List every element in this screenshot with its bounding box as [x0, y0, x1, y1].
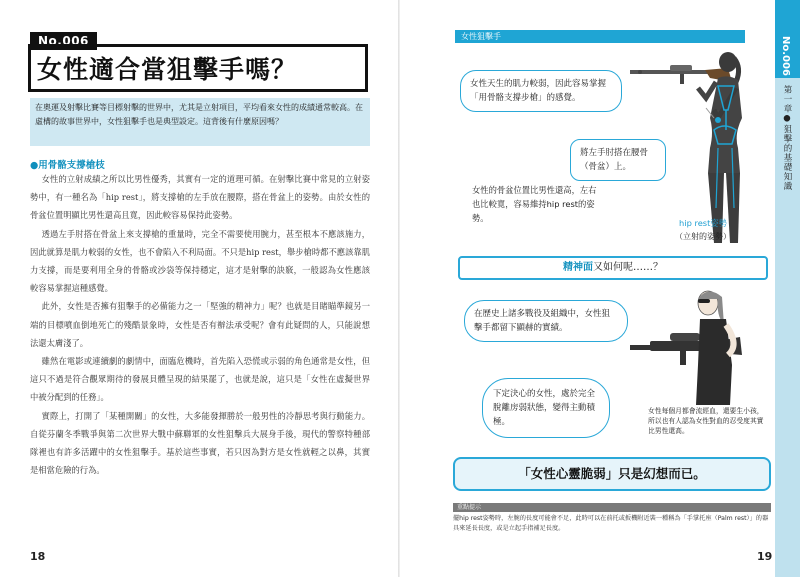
page-number-left: 18 — [30, 550, 46, 563]
paragraph: 此外，女性是否擁有狙擊手的必備能力之一「堅強的精神力」呢？也就是目睹瞄準鏡另一端的目標噴血倒地死亡的殘酷景象時，女性是否有辦法承受呢？會有此疑問的人，只能說想法還太膚淺了。 — [30, 301, 370, 348]
pelvis-explanation: 女性的骨盆位置比男性還高，左右也比較寬，容易維持hip rest的姿勢。 — [472, 185, 597, 223]
sidebar-number: No.006 — [780, 36, 791, 76]
lead-paragraph: 在奧運及射擊比賽等目標射擊的世界中，尤其是立射項目，平均看來女性的成績通常較高。在虛構的故事世界中，女性狙擊手也是典型設定。這背後有什麼原因嗎？ — [30, 98, 370, 146]
speech-bubble-elbow: 將左手肘搭在腰骨（骨盆）上。 — [570, 139, 666, 181]
article-number-badge: No.006 — [30, 32, 97, 50]
hip-rest-sub: （立射的姿勢） — [675, 232, 731, 241]
side-note-blood: 女性每個月都會流經血，還要生小孩，所以也有人認為女性對血的忍受度其實比男性還高。 — [648, 407, 764, 435]
book-gutter — [398, 0, 400, 577]
sniper-woman-illustration — [630, 285, 760, 405]
body-text — [30, 170, 370, 479]
figure-tag: 女性狙擊手 — [455, 30, 745, 43]
question-banner — [458, 256, 768, 280]
hip-rest-label: hip rest姿勢 — [679, 218, 727, 228]
paragraph: 實際上，打開了「某種開關」的女性，大多能發揮勝於一般男性的冷靜思考與行動能力。自從芬蘭冬季戰爭與第二次世界大戰中蘇聯軍的女性狙擊兵大展身手後，現代的警察特種部隊裡也有許多活躍中的女性狙擊手。基於這些事實，若只因為對方是女性就輕之以鼻，其實是相當危險的行為。 — [30, 410, 370, 476]
paragraph: 透過左手肘搭在骨盆上來支撐槍的重量時，完全不需要使用腕力，甚至根本不應該施力，因此就算是肌力較弱的女性，也不會陷入不利局面。不只是hip rest，舉步槍時都不應該靠肌力支撐，而是要利用全身的骨骼或沙袋等保持穩定，這才是射擊的訣竅，一般認為女性應該較容易掌握這種感覺。 — [30, 228, 370, 294]
page-title-box — [28, 44, 368, 92]
paragraph: 雖然在電影或連續劇的劇情中，面臨危機時，首先陷入恐慌或示弱的角色通常是女性，但這只不過是符合觀眾期待的發展貝體呈現的結果罷了，也就是說，這只是「女性在虛擬世界中被分配到的任務」。 — [30, 356, 370, 403]
paragraph: 女性的立射成績之所以比男性優秀，其實有一定的道理可循。在射擊比賽中常見的立射姿勢中，有一種名為「hip rest」，將支撐槍的左手放在腰際，搭在骨盆上的姿勢。由於女性的骨盆位置明顯比男性還高且寬，因此較容易保持此姿勢。 — [30, 174, 370, 221]
rifle-icon — [630, 65, 732, 84]
speech-bubble-determined: 下定決心的女性，處於完全脫離房弱狀態，變得主動積極。 — [482, 378, 610, 438]
page-title: 女性適合當狙擊手嗎？ — [37, 55, 298, 84]
key-point-text: 擺hip rest姿勢時，左腕的長度可能會不足，此時可以在前托或扳機附近裝一種稱為「手掌托座（Palm rest）」的器具來延長長度，或是立起手指補足長度。 — [453, 515, 769, 532]
woman-figure — [698, 52, 742, 243]
page-number-right: 19 — [757, 550, 773, 563]
question-banner-bold: 精神面 — [563, 262, 593, 273]
speech-bubble-muscle: 女性天生的肌力較弱，因此容易掌握「用骨骼支撐步槍」的感覺。 — [460, 70, 622, 112]
conclusion-banner: 「女性心靈脆弱」只是幻想而已。 — [453, 457, 771, 491]
question-banner-text: 又如何呢……？ — [593, 262, 663, 273]
woman-with-sunglasses — [696, 291, 734, 405]
speech-bubble-history: 在歷史上諸多戰役及組織中，女性狙擊手都留下顯赫的實績。 — [464, 300, 628, 342]
key-point-tag: 重點提示 — [453, 503, 771, 512]
hip-rest-caption — [675, 216, 731, 244]
section-heading: ●用骨骼支撐槍枝 — [30, 160, 105, 171]
chapter-sidebar — [775, 0, 800, 577]
sidebar-chapter: 第一章●狙擊的基礎知識 — [782, 85, 792, 191]
